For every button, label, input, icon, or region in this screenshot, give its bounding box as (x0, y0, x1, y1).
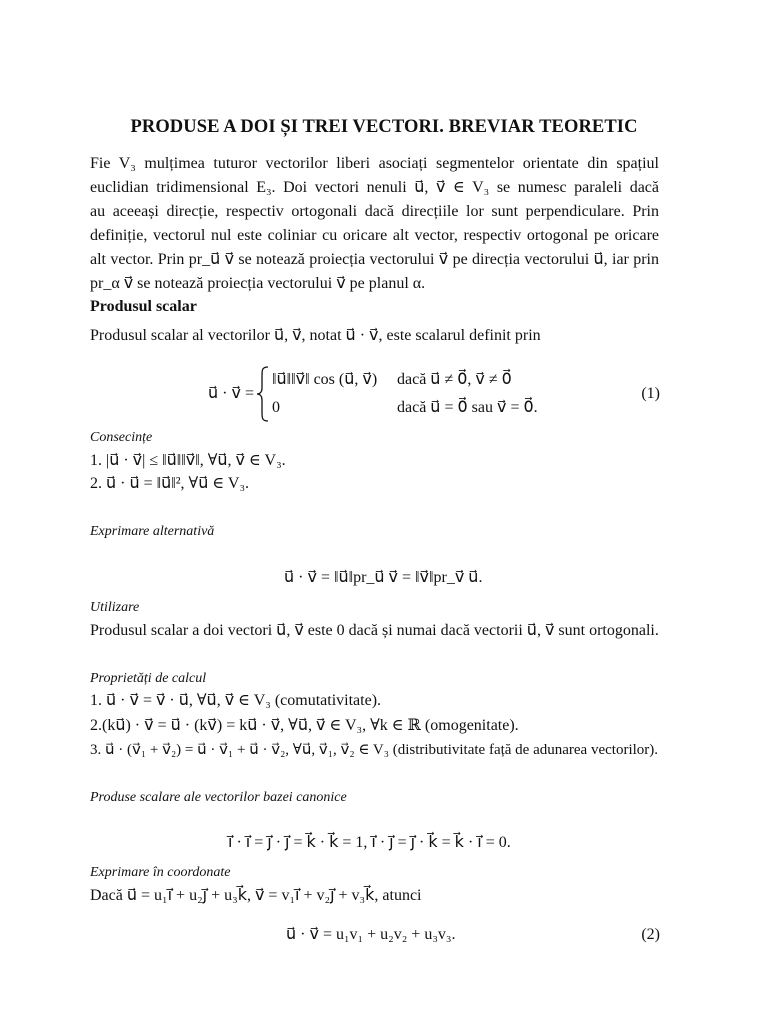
definition-text: Produsul scalar al vectorilor u⃗, v⃗, notat u⃗ · v⃗, este scalarul definit prin (90, 327, 541, 344)
intro-line-4: definiție, vectorul nul este coliniar cu oricare alt vector, respectiv ortogonal pe oricare (90, 227, 659, 244)
baza-heading: Produse scalare ale vectorilor bazei canonice (90, 790, 347, 805)
eq1-case1-value: ‖u⃗‖‖v⃗‖ cos (u⃗, v⃗) (272, 371, 378, 388)
alternativa-formula: u⃗ · v⃗ = ‖u⃗‖pr_u⃗ v⃗ = ‖v⃗‖pr_v⃗ u⃗. (284, 569, 483, 586)
coordonate-text: Dacă u⃗ = u₁i⃗ + u₂j⃗ + u₃k⃗, v⃗ = v₁i⃗ + v₂j⃗ + v₃k⃗, atunci (90, 887, 422, 904)
consecinte-item-1: 1. |u⃗ · v⃗| ≤ ‖u⃗‖‖v⃗‖, ∀u⃗, v⃗ ∈ V₃. (90, 452, 286, 469)
eq2-number: (2) (641, 926, 660, 943)
utilizare-text: Produsul scalar a doi vectori u⃗, v⃗ este 0 dacă și numai dacă vectorii u⃗, v⃗ sunt ortogonali. (90, 622, 659, 639)
alternativa-heading: Exprimare alternativă (90, 524, 215, 539)
proprietati-heading: Proprietăți de calcul (90, 671, 207, 686)
left-brace-icon (256, 366, 270, 422)
intro-line-1: Fie V₃ mulțimea tuturor vectorilor liberi asociați segmentelor orientate din spațiul (90, 155, 659, 172)
intro-line-6: pr_α v⃗ se notează proiecția vectorului v⃗ pe planul α. (90, 275, 426, 292)
proprietati-item-1: 1. u⃗ · v⃗ = v⃗ · u⃗, ∀u⃗, v⃗ ∈ V₃ (comutativitate). (90, 692, 382, 709)
eq1-case2-value: 0 (272, 399, 280, 416)
section-heading: Produsul scalar (90, 298, 197, 315)
intro-line-2: euclidian tridimensional E₃. Doi vectori nenuli u⃗, v⃗ ∈ V₃ se numesc paraleli dacă (90, 179, 659, 196)
coordonate-heading: Exprimare în coordonate (90, 865, 231, 880)
baza-formula: i⃗ · i⃗ = j⃗ · j⃗ = k⃗ · k⃗ = 1, i⃗ · j⃗ = j⃗ · k⃗ = k⃗ · i⃗ = 0. (228, 834, 511, 851)
intro-line-3: au aceeași direcție, respectiv ortogonali dacă direcțiile lor sunt perpendiculare. Prin (90, 203, 659, 220)
proprietati-item-2: 2.(ku⃗) · v⃗ = u⃗ · (kv⃗) = ku⃗ · v⃗, ∀u⃗, v⃗ ∈ V₃, ∀k ∈ ℝ (omogenitate). (90, 717, 519, 734)
consecinte-item-2: 2. u⃗ · u⃗ = ‖u⃗‖², ∀u⃗ ∈ V₃. (90, 475, 250, 492)
utilizare-heading: Utilizare (90, 600, 140, 615)
proprietati-item-3: 3. u⃗ · (v⃗₁ + v⃗₂) = u⃗ · v⃗₁ + u⃗ · v⃗₂, ∀u⃗, v⃗₁, v⃗₂ ∈ V₃ (distributivitate față de adunarea vectorilor). (90, 742, 659, 758)
eq1-case2-condition: dacă u⃗ = 0⃗ sau v⃗ = 0⃗. (397, 399, 538, 416)
page-title: PRODUSE A DOI ȘI TREI VECTORI. BREVIAR TEORETIC (130, 117, 638, 137)
consecinte-heading: Consecințe (90, 430, 153, 445)
eq1-number: (1) (641, 385, 660, 402)
coordonate-formula: u⃗ · v⃗ = u₁v₁ + u₂v₂ + u₃v₃. (286, 926, 456, 943)
eq1-case1-condition: dacă u⃗ ≠ 0⃗, v⃗ ≠ 0⃗ (397, 371, 512, 388)
eq1-lhs: u⃗ · v⃗ = (208, 385, 254, 402)
intro-line-5: alt vector. Prin pr_u⃗ v⃗ se notează proiecția vectorului v⃗ pe direcția vectorului u⃗, iar prin (90, 251, 659, 268)
